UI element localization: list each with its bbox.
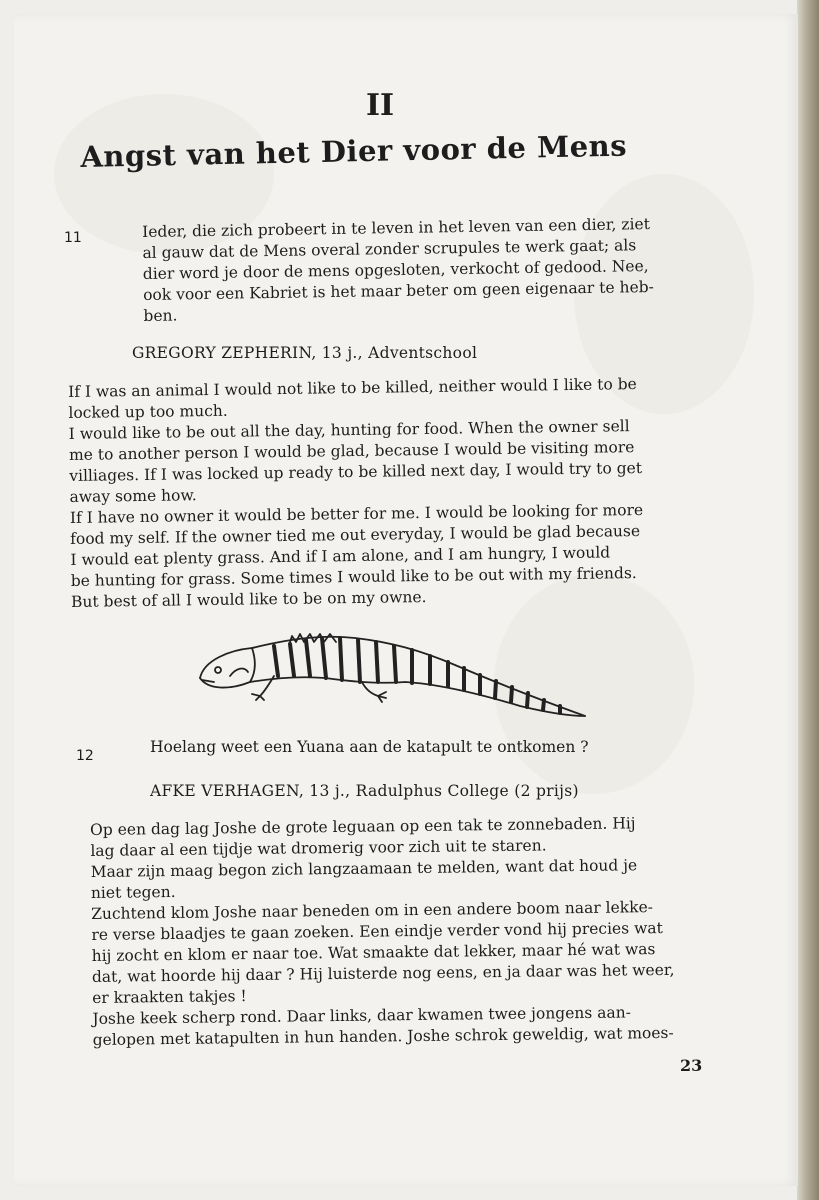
book-spine-edge — [797, 0, 819, 1200]
text-line: locked up too much. — [68, 401, 228, 422]
text-line: I would eat plenty grass. And if I am alone, and I am hungry, I would — [70, 543, 611, 569]
text-line: away some how. — [69, 486, 197, 506]
text-line: If I have no owner it would be better for me. I would be looking for more — [69, 500, 644, 527]
text-line: But best of all I would like to be on my owne. — [70, 588, 427, 611]
text-line: niet tegen. — [90, 882, 176, 902]
text-line: Maar zijn maag begon zich langzaamaan te melden, want dat houd je — [90, 856, 638, 881]
entry-text — [90, 813, 675, 1051]
text-line: ook voor een Kabriet is het maar beter om geen eigenaar te heb- — [143, 277, 654, 304]
text-line: hij zocht en klom er naar toe. Wat smaakte dat lekker, maar hé wat was — [91, 940, 656, 965]
text-line: Op een dag lag Joshe de grote leguaan op een tak te zonnebaden. Hij — [90, 814, 636, 839]
text-line: dat, wat hoorde hij daar ? Hij luisterde nog eens, en ja daar was het weer, — [91, 960, 675, 986]
author-line: GREGORY ZEPHERIN, 13 j., Adventschool — [132, 344, 478, 362]
text-line: dier word je door de mens opgesloten, verkocht of gedood. Nee, — [142, 257, 649, 283]
entry-number: 12 — [76, 748, 94, 764]
text-line: If I was an animal I would not like to be killed, neither would I like to be — [68, 375, 637, 401]
text-line: Ieder, die zich probeert in te leven in het leven van een dier, ziet — [142, 215, 651, 241]
iguana-illustration — [190, 620, 590, 725]
text-line: villiages. If I was locked up ready to be killed next day, I would try to get — [69, 458, 643, 485]
text-line: Zuchtend klom Joshe naar beneden om in een andere boom naar lekke- — [91, 898, 654, 923]
page-number: 23 — [680, 1056, 703, 1075]
chapter-title: Angst van het Dier voor de Mens — [80, 128, 628, 174]
text-line: er kraakten takjes ! — [92, 987, 247, 1007]
text-line: be hunting for grass. Some times I would like to be out with my friends. — [70, 564, 637, 590]
text-line: food my self. If the owner tied me out everyday, I would be glad because — [70, 522, 641, 548]
author-line: AFKE VERHAGEN, 13 j., Radulphus College (2 prijs) — [150, 782, 579, 800]
text-line: I would like to be out all the day, hunting for food. When the owner sell — [68, 417, 630, 443]
text-line: re verse blaadjes te gaan zoeken. Een eindje verder vond hij precies wat — [91, 919, 663, 944]
entry-question: Hoelang weet een Yuana aan de katapult te ontkomen ? — [150, 738, 589, 756]
entry-number: 11 — [64, 230, 82, 246]
text-line: ben. — [143, 306, 178, 325]
text-line: Joshe keek scherp rond. Daar links, daar kwamen twee jongens aan- — [92, 1003, 632, 1028]
text-line: lag daar al een tijdje wat dromerig voor zich uit te staren. — [90, 836, 547, 860]
chapter-number: II — [365, 88, 395, 123]
entry-intro — [142, 214, 654, 327]
text-line: al gauw dat de Mens overal zonder scrupules te werk gaat; als — [142, 236, 637, 262]
text-line: gelopen met katapulten in hun handen. Joshe schrok geweldig, wat moes- — [92, 1023, 674, 1049]
text-line: me to another person I would be glad, because I would be visiting more — [68, 438, 635, 464]
entry-text — [68, 374, 644, 613]
